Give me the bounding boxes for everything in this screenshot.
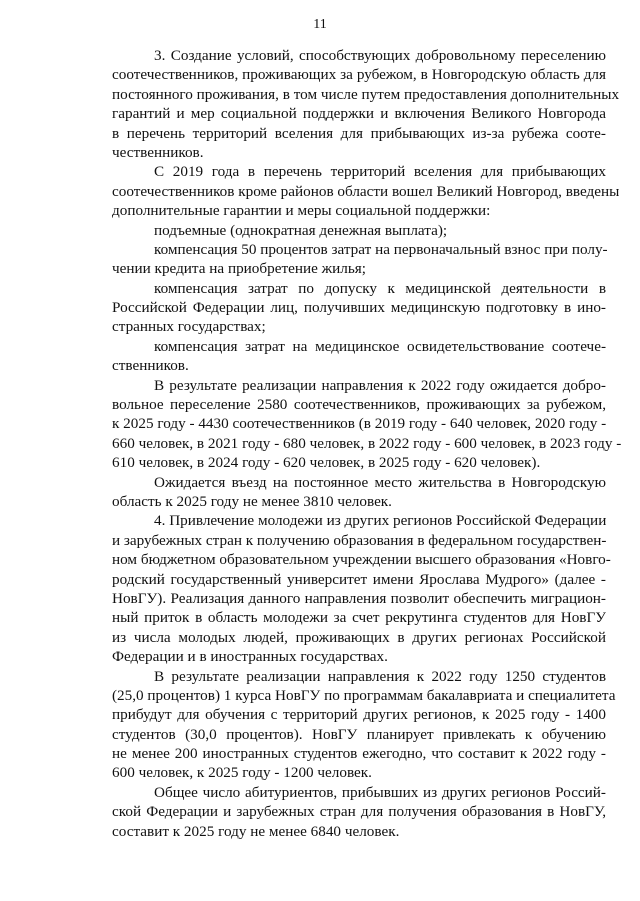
paragraph (112, 279, 606, 337)
text-line: студентов (30,0 процентов). НовГУ планирует привлекать к обучению (112, 725, 606, 743)
paragraph (112, 240, 606, 279)
paragraph (112, 667, 616, 783)
text-line: 610 человек, в 2024 году - 620 человек, в 2025 году - 620 человек). (112, 454, 541, 472)
text-line: 660 человек, в 2021 году - 680 человек, в 2022 году - 600 человек, в 2023 году - (112, 434, 622, 452)
text-line: к 2025 году - 4430 соотечественников (в 2019 году - 640 человек, 2020 году - (112, 415, 607, 433)
text-line: Федерации и в иностранных государствах. (112, 648, 388, 666)
paragraph (112, 511, 611, 666)
text-line: ном бюджетном образовательном учреждении высшего образования «Новго- (112, 551, 611, 569)
text-line: С 2019 года в перечень территорий вселения для прибывающих (154, 163, 606, 181)
text-line: компенсация 50 процентов затрат на первоначальный взнос при полу- (154, 240, 608, 258)
text-line: составит к 2025 году не менее 6840 человек. (112, 822, 400, 840)
text-line: дополнительные гарантии и меры социальной поддержки: (112, 202, 491, 220)
text-line: В результате реализации направления к 2022 году ожидается добро- (154, 376, 606, 394)
paragraph (112, 473, 606, 512)
text-line: соотечественников кроме районов области вошел Великий Новгород, введены (112, 182, 620, 200)
text-line: и зарубежных стран к получению образования в федеральном государствен- (112, 531, 607, 549)
text-line: из числа молодых людей, проживающих в других регионах Российской (112, 628, 606, 646)
text-line: область к 2025 году не менее 3810 человек. (112, 492, 392, 510)
text-line: странных государствах; (112, 318, 266, 336)
paragraph (112, 376, 622, 473)
text-line: НовГУ). Реализация данного направления позволит обеспечить миграцион- (112, 589, 606, 607)
text-line: в перечень территорий вселения для прибывающих из-за рубежа сооте- (112, 124, 606, 142)
text-line: подъемные (однократная денежная выплата); (154, 221, 448, 239)
text-line: В результате реализации направления к 2022 году 1250 студентов (154, 667, 606, 685)
document-body (112, 46, 622, 841)
text-line: чении кредита на приобретение жилья; (112, 260, 366, 278)
text-line: Общее число абитуриентов, прибывших из других регионов Россий- (154, 783, 606, 801)
text-line: чественников. (112, 143, 204, 161)
text-line: компенсация затрат на медицинское освидетельствование соотече- (154, 337, 606, 355)
text-line: ской Федерации и зарубежных стран для получения образования в НовГУ, (112, 803, 606, 821)
text-line: соотечественников, проживающих за рубежом, в Новгородскую область для (112, 66, 606, 84)
paragraph (112, 337, 606, 376)
paragraph (112, 46, 620, 162)
text-line: родский государственный университет имени Ярослава Мудрого» (далее - (112, 570, 606, 588)
text-line: не менее 200 иностранных студентов ежегодно, что составит к 2022 году - (112, 745, 606, 763)
text-line: ственников. (112, 357, 189, 375)
paragraph (112, 162, 620, 220)
text-line: вольное переселение 2580 соотечественников, проживающих за рубежом, (112, 396, 606, 414)
text-line: 4. Привлечение молодежи из других регионов Российской Федерации (154, 512, 607, 530)
text-line: постоянного проживания, в том числе путем предоставления дополнительных (112, 85, 620, 103)
page-number: 11 (313, 17, 327, 32)
text-line: ный приток в область молодежи за счет рекрутинга студентов для НовГУ (112, 609, 606, 627)
text-line: компенсация затрат по допуску к медицинской деятельности в (154, 279, 606, 297)
text-line: прибудут для обучения с территорий других регионов, к 2025 году - 1400 (112, 706, 606, 724)
paragraph (112, 783, 606, 841)
text-line: 600 человек, к 2025 году - 1200 человек. (112, 764, 372, 782)
paragraph (112, 221, 606, 240)
text-line: (25,0 процентов) 1 курса НовГУ по программам бакалавриата и специалитета (112, 686, 616, 704)
text-line: 3. Создание условий, способствующих добровольному переселению (154, 47, 606, 64)
text-line: гарантий и мер социальной поддержки и включения Великого Новгорода (112, 105, 606, 123)
text-line: Ожидается въезд на постоянное место жительства в Новгородскую (154, 473, 606, 491)
text-line: Российской Федерации лиц, получивших медицинскую подготовку в ино- (112, 299, 606, 317)
